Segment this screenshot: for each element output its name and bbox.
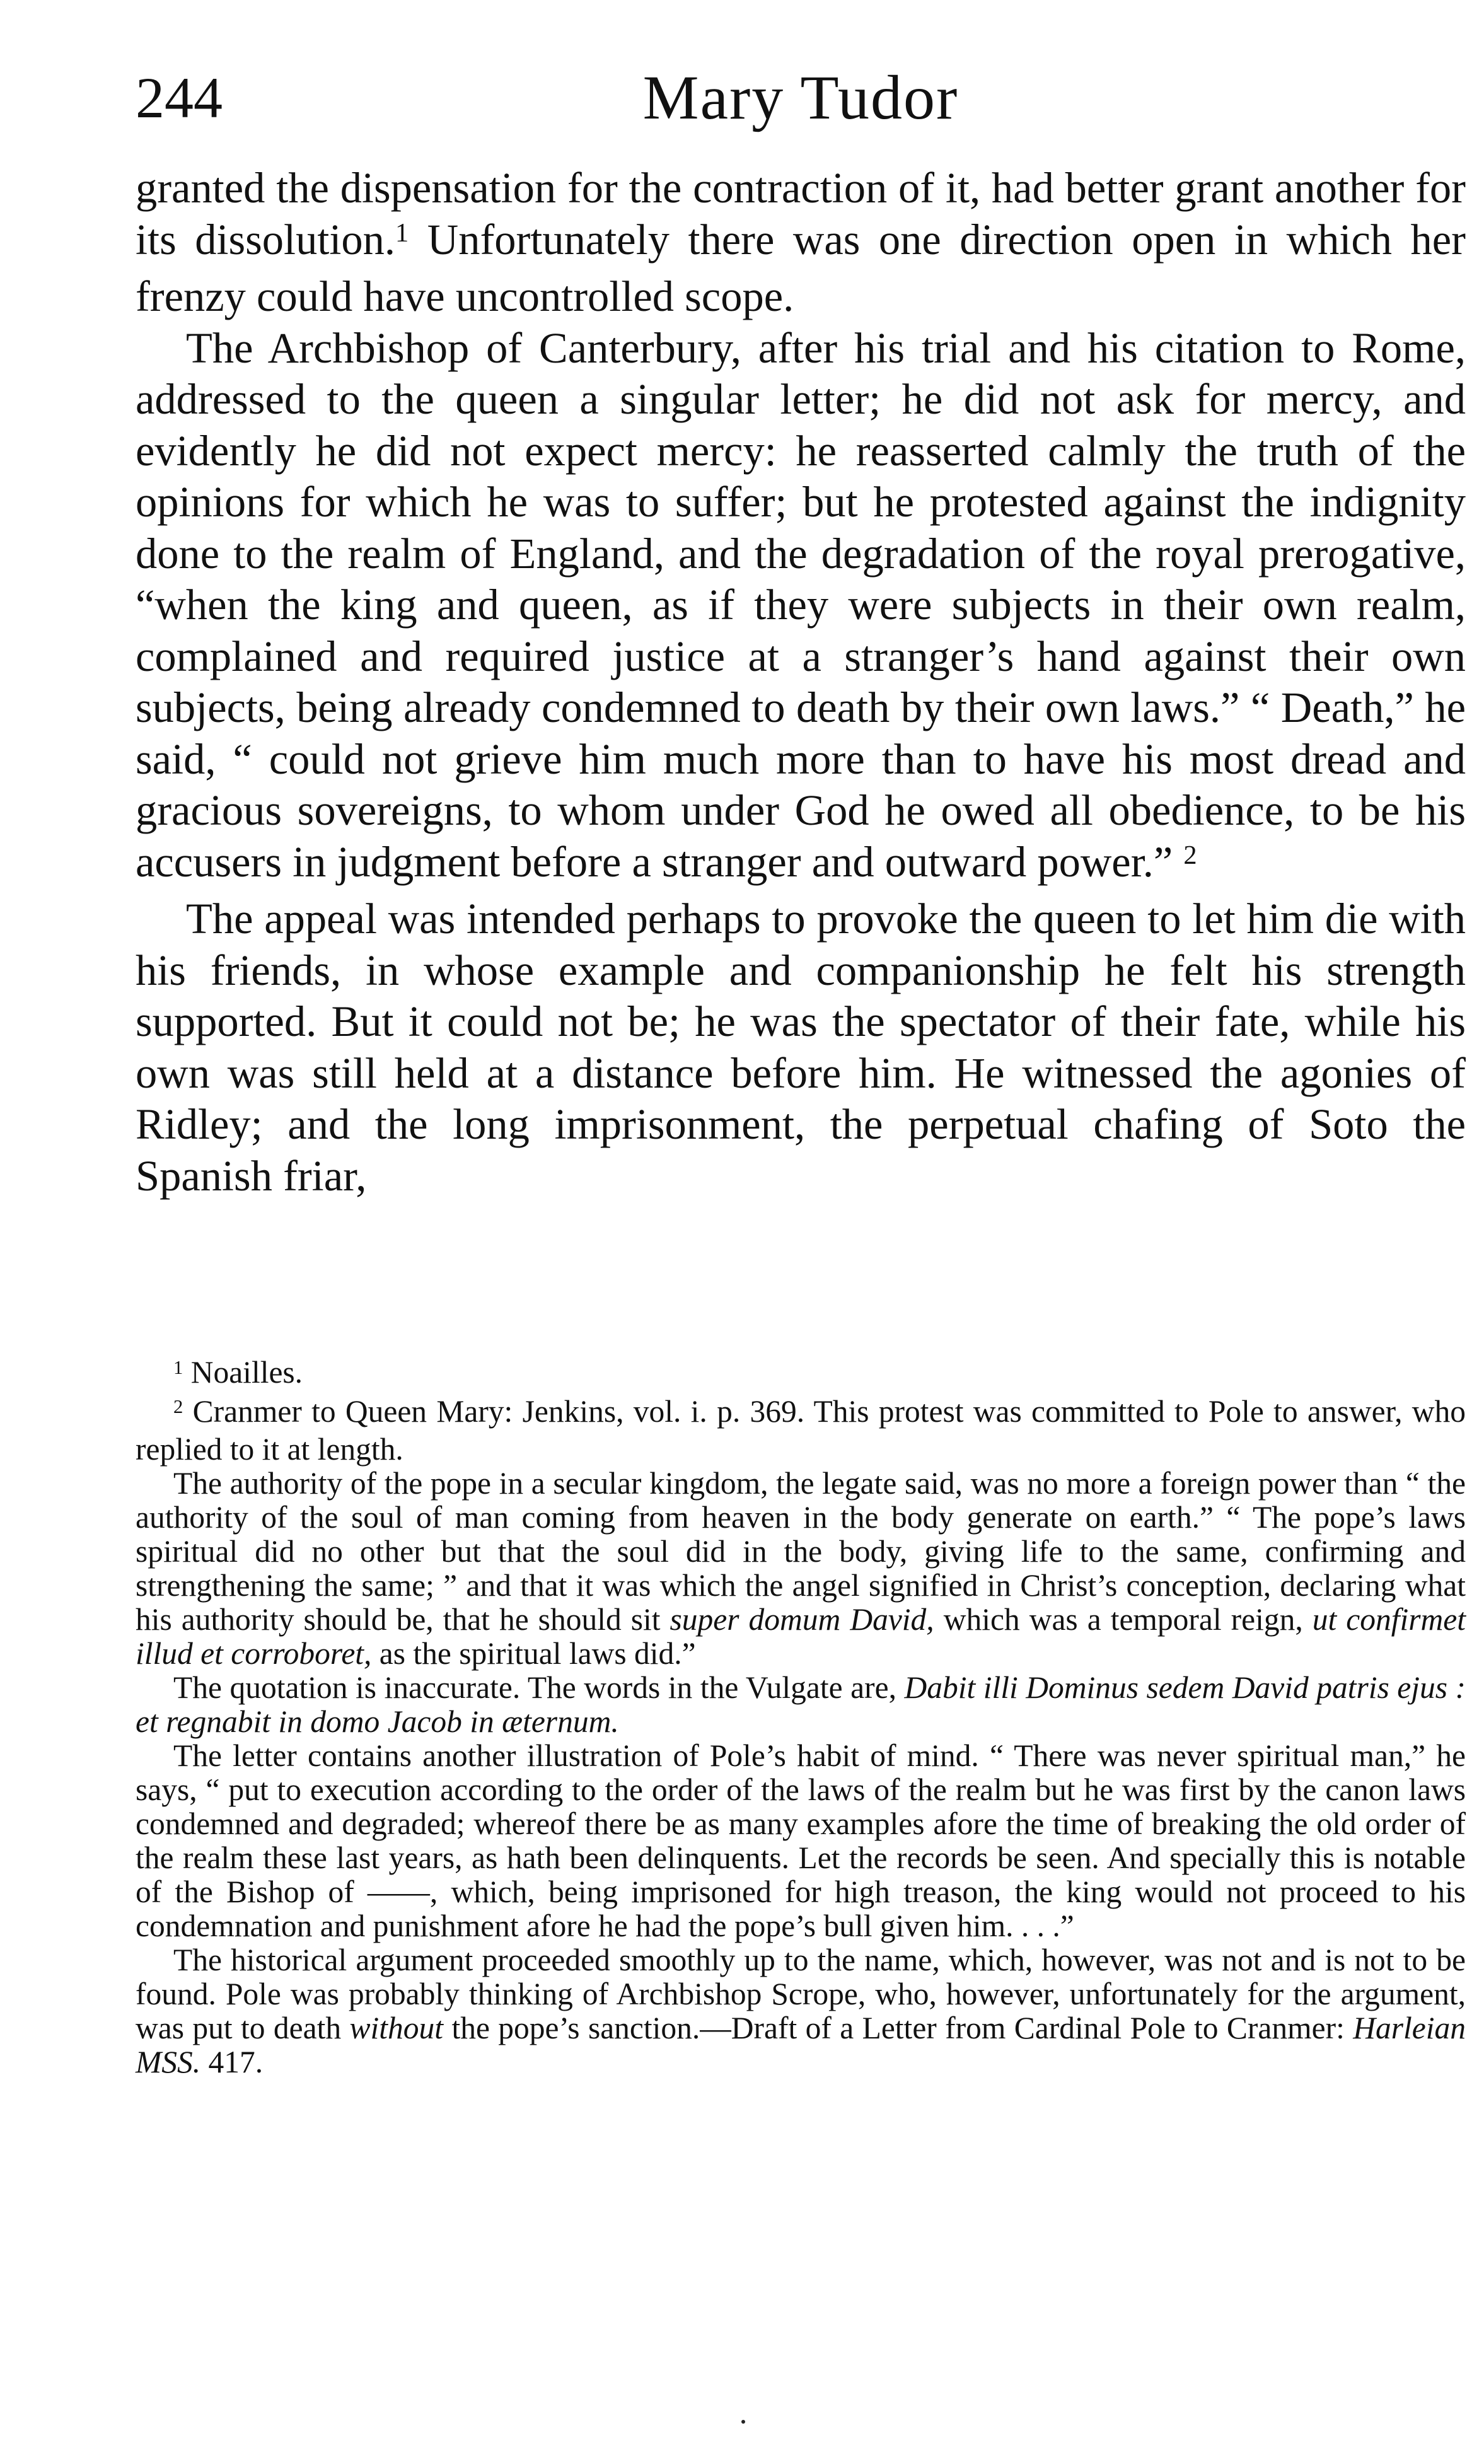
footnote-2-p4-text: The letter contains another illustration of Pole’s habit of mind. “ There was never spiritual man,” he says, “ put to execution according to the order of the laws of the realm but he was first by the canon laws condemned and degraded; whereof there be as many examples afore the time of breaking the old order of the realm these last years, as hath been delinquents. Let the records be seen. And specially this is notable of the Bishop of ——, which, being imprisoned for high treason, the king would not proceed to his condemnation and punishment afore he had the pope’s bull given him. . . .”: [136, 1738, 1466, 1943]
footnote-2-p5-text-a: The historical argument proceeded smoothly up to the name, which, however, was not and is not to be found. Pole was probably thinking of Archbishop Scrope, who, however, unfortunately for the argument, was put to death: [136, 1943, 1466, 2045]
footnote-ref-1: 1: [395, 218, 409, 248]
footnote-2-p5-italic-without: without: [349, 2011, 444, 2045]
page-number: 244: [136, 66, 223, 130]
footnote-2-paragraph-4: [136, 1739, 1466, 1943]
footnote-2-p5-text-c: 417.: [200, 2045, 264, 2079]
footnote-2-paragraph-3: [136, 1671, 1466, 1739]
footnote-2-p5-text-b: the pope’s sanction.—Draft of a Letter from Cardinal Pole to Cranmer:: [443, 2011, 1354, 2045]
footnote-1-text: Noailles.: [183, 1355, 303, 1390]
footnote-1: [136, 1356, 1466, 1393]
paragraph-2: [136, 323, 1466, 894]
footnote-2-paragraph-2: [136, 1467, 1466, 1671]
footnote-2-p3-vulgate-quote: Dabit illi Dominus sedem David patris ejus : et regnabit in domo Jacob in æternum.: [136, 1670, 1466, 1739]
paragraph-1-text: granted the dispensation for the contraction of it, had better grant another for its dissolution.: [136, 164, 1466, 264]
page-header: [136, 60, 1466, 136]
paragraph-1-text-cont: Unfortunately there was one direction open in which her frenzy could have uncontrolled scope.: [136, 215, 1466, 320]
footnote-2-p3-text: The quotation is inaccurate. The words in the Vulgate are,: [173, 1670, 905, 1705]
footnote-2-p5-italic-source: Harleian MSS.: [136, 2011, 1466, 2079]
footnote-2-p2-latin-2: ut confirmet illud et corroboret,: [136, 1602, 1466, 1671]
running-head: Mary Tudor: [642, 62, 959, 132]
footnote-2-number: 2: [173, 1396, 183, 1418]
paragraph-1: [136, 163, 1466, 323]
footnote-2-paragraph-5: [136, 1943, 1466, 2079]
footnote-ref-2: 2: [1183, 840, 1197, 871]
footnotes: [136, 1356, 1466, 2079]
footnote-1-number: 1: [173, 1357, 183, 1379]
footnote-2-p2-latin-1: super domum David,: [670, 1602, 934, 1637]
body-text: [136, 163, 1466, 1202]
footnote-2-p2-text-b: which was a temporal reign,: [934, 1602, 1313, 1637]
footnote-2-text: Cranmer to Queen Mary: Jenkins, vol. i. p. 369. This protest was committed to Pole to answer, who replied to it at length.: [136, 1394, 1466, 1467]
footnote-2-p2-text-a: The authority of the pope in a secular kingdom, the legate said, was no more a foreign power than “ the authority of the soul of man coming from heaven in the body generate on earth.” “ The pope’s laws spiritual did no other but that the soul did in the body, giving life to the same, confirming and strengthening the same; ” and that it was which the angel signified in Christ’s conception, declaring what his authority should be, that he should sit: [136, 1466, 1466, 1637]
paragraph-3: [136, 893, 1466, 1202]
paragraph-2-text: The Archbishop of Canterbury, after his trial and his citation to Rome, addressed to the queen a singular letter; he did not ask for mercy, and evidently he did not expect mercy: he reasserted calmly the truth of the opinions for which he was to suffer; but he protested against the indignity done to the realm of England, and the degradation of the royal prerogative, “when the king and queen, as if they were subjects in their own realm, complained and required justice at a stranger’s hand against their own subjects, being already condemned to death by their own laws.” “ Death,” he said, “ could not grieve him much more than to have his most dread and gracious sovereigns, to whom under God he owed all obedience, to be his accusers in judgment before a stranger and outward power.”: [136, 323, 1466, 886]
printer-mark: [741, 2420, 745, 2424]
footnote-2: [136, 1395, 1466, 1467]
footnote-2-p2-text-c: as the spiritual laws did.”: [371, 1636, 696, 1671]
paragraph-3-text: The appeal was intended perhaps to provoke the queen to let him die with his friends, in whose example and companionship he felt his strength supported. But it could not be; he was the spectator of their fate, while his own was still held at a distance before him. He witnessed the agonies of Ridley; and the long imprisonment, the perpetual chafing of Soto the Spanish friar,: [136, 895, 1466, 1200]
